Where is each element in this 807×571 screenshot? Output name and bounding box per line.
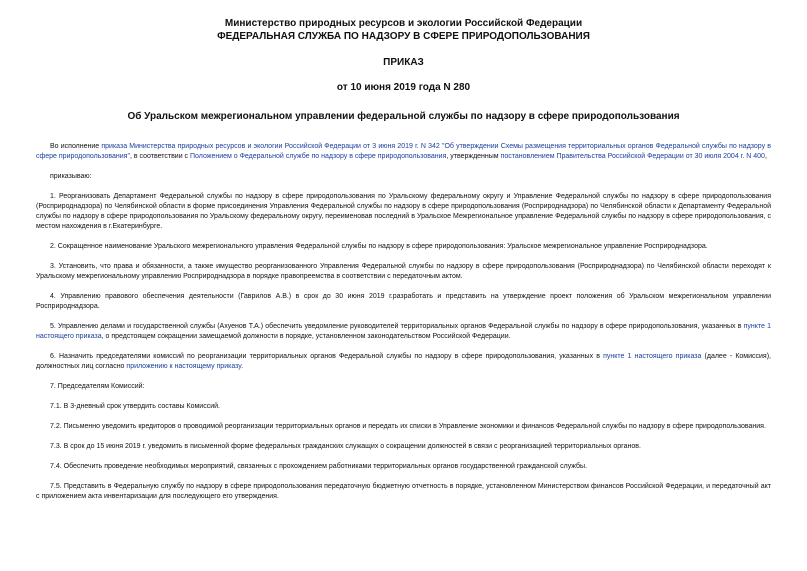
- document-title: Об Уральском межрегиональном управлении федеральной службы по надзору в сфере природопользования: [127, 111, 680, 122]
- document-header: [36, 18, 771, 43]
- document-body: [36, 142, 771, 502]
- paragraph-6-text-3: .: [241, 363, 244, 370]
- preamble-text-3: , утвержденным: [446, 153, 501, 160]
- link-government-decree[interactable]: постановлением Правительства Российской Федерации от 30 июля 2004 г. N 400: [500, 153, 765, 160]
- paragraph-4: 4. Управлению правового обеспечения деятельности (Гаврилов А.В.) в срок до 30 июня 2019 г.разработать и представить на утверждение проект положения об Уральском межрегиональном управлении Росприроднадзора.: [36, 293, 771, 310]
- preamble-text-4: ,: [764, 153, 767, 160]
- paragraph-6: [36, 352, 771, 372]
- link-appendix[interactable]: приложению к настоящему приказу: [126, 363, 242, 370]
- link-item-1[interactable]: пункте 1 настоящего приказа: [36, 323, 772, 340]
- paragraph-7-2: 7.2. Письменно уведомить кредиторов о проводимой реорганизации территориальных органов и передать их списки в Управление экономики и финансов Федеральной службы по надзору в сфере природопользования.: [50, 423, 766, 430]
- paragraph-7-3: 7.3. В срок до 15 июня 2019 г. уведомить в письменной форме федеральных гражданских служащих о сокращении должностей в связи с реорганизацией территориальных органов.: [50, 443, 641, 450]
- link-item-1-second[interactable]: пункте 1 настоящего приказа: [603, 353, 702, 360]
- paragraph-2: 2. Сокращенное наименование Уральского межрегионального управления Федеральной службы по надзору в сфере природопользования: Уральское межрегиональное управление Росприроднадзора.: [50, 243, 708, 250]
- document-type: ПРИКАЗ: [383, 57, 424, 68]
- paragraph-1: 1. Реорганизовать Департамент Федеральной службы по надзору в сфере природопользования по Уральскому федеральному округу и Управление Федеральной службы по надзору в сфере природопользования (Росприроднадзора) по Челябинской области в форме присоединения Управления Федеральной службы по надзору в сфере природопользования (Росприроднадзора) по Челябинской области к Департаменту Федеральной службы по надзору в сфере природопользования по Уральскому федеральному округу, переименовав последний в Уральское Межрегиональное управление Федеральной службы по надзору в сфере природопользования, с местом нахождения в г.Екатеринбурге.: [36, 193, 771, 230]
- paragraph-5-text-1: 5. Управлению делами и государственной службы (Ахуенов Т.А.) обеспечить уведомление руководителей территориальных органов Федеральной службы по надзору в сфере природопользования, указанных в: [50, 323, 744, 330]
- ministry-name: Министерство природных ресурсов и экологии Российской Федерации: [224, 18, 583, 29]
- order-word: приказываю:: [50, 173, 92, 180]
- service-name: ФЕДЕРАЛЬНАЯ СЛУЖБА ПО НАДЗОРУ В СФЕРЕ ПРИРОДОПОЛЬЗОВАНИЯ: [217, 30, 590, 42]
- paragraph-6-text-1: 6. Назначить председателями комиссий по реорганизации территориальных органов Федеральной службы по надзору в сфере природопользования, указанных в: [50, 353, 604, 360]
- link-ministry-order[interactable]: приказа Министерства природных ресурсов и экологии Российской Федерации от 3 июня 2019 г. N 342 "Об утверждении Схемы размещения территориальных органов Федеральной службы по надзору в сфере природопользования": [36, 143, 772, 160]
- paragraph-3: 3. Установить, что права и обязанности, а также имущество реорганизованного Управления Федеральной службы по надзору в сфере природопользования (Росприроднадзора) по Челябинской области переходят к Уральскому межрегиональному управлению Росприроднадзора в порядке правопреемства в соответствии с передаточным актом.: [36, 263, 771, 280]
- document-date-number: от 10 июня 2019 года N 280: [336, 82, 471, 93]
- paragraph-5-text-2: , о предстоящем сокращении замещаемой должности в порядке, установленном законодательством Российской Федерации.: [101, 333, 511, 340]
- preamble-text-2: , в соответствии с: [129, 153, 191, 160]
- paragraph-7-1: 7.1. В 3-дневный срок утвердить составы Комиссий.: [50, 403, 220, 410]
- paragraph-7: 7. Председателям Комиссий:: [50, 383, 145, 390]
- preamble-paragraph: [36, 142, 771, 162]
- paragraph-5: [36, 322, 771, 342]
- preamble-text-1: Во исполнение: [50, 143, 102, 150]
- paragraph-6-text-2: (далее - Комиссия), должностных лиц согласно: [36, 353, 771, 370]
- paragraph-7-5: 7.5. Представить в Федеральную службу по надзору в сфере природопользования передаточную бюджетную отчетность в порядке, установленном Министерством финансов Российской Федерации, и передаточный акт с приложением акта инвентаризации для последующего его утверждения.: [36, 483, 771, 500]
- paragraph-7-4: 7.4. Обеспечить проведение необходимых мероприятий, связанных с прохождением работниками территориальных органов государственной гражданской службы.: [50, 463, 588, 470]
- link-service-regulation[interactable]: Положением о Федеральной службе по надзору в сфере природопользования: [190, 153, 447, 160]
